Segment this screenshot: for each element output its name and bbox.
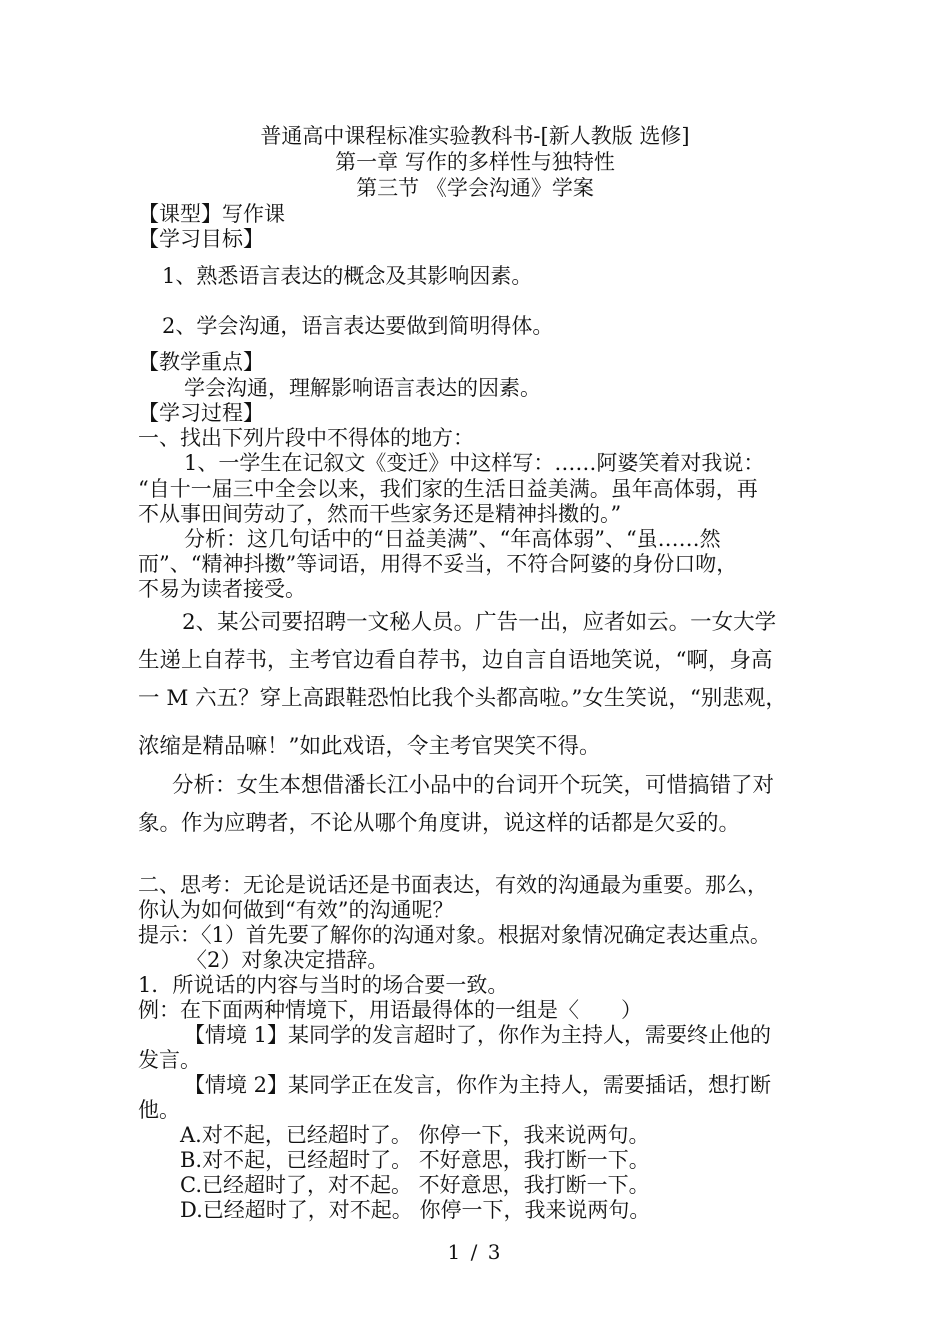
paragraph-line: 2、某公司要招聘一文秘人员。广告一出，应者如云。一女大学: [182, 610, 777, 635]
paragraph-line: “自十一届三中全会以来，我们家的生活日益美满。虽年高体弱，再: [138, 477, 758, 501]
option-d: D.已经超时了，对不起。 你停一下，我来说两句。: [180, 1198, 651, 1222]
analysis-line: 分析：女生本想借潘长江小品中的台词开个玩笑，可惜搞错了对: [172, 773, 775, 798]
key-points-text: 学会沟通，理解影响语言表达的因素。: [184, 376, 541, 400]
scenario-line: 他。: [138, 1098, 180, 1122]
scenario-line: 发言。: [138, 1048, 201, 1072]
option-c: C.已经超时了，对不起。 不好意思，我打断一下。: [180, 1173, 650, 1197]
analysis-line: 象。作为应聘者，不论从哪个角度讲，说这样的话都是欠妥的。: [138, 811, 741, 836]
process-heading: 【学习过程】: [138, 401, 264, 425]
option-a: A.对不起，已经超时了。 你停一下，我来说两句。: [180, 1123, 650, 1147]
scenario-line: 【情境 2】某同学正在发言，你作为主持人，需要插话，想打断: [184, 1073, 772, 1097]
page-number: 1 / 3: [447, 1240, 503, 1264]
key-points-heading: 【教学重点】: [138, 350, 264, 374]
section-one-heading: 一、找出下列片段中不得体的地方：: [138, 426, 474, 450]
hint-line: 提示：〈1）首先要了解你的沟通对象。根据对象情况确定表达重点。: [138, 923, 771, 947]
paragraph-line: 一 M 六五？穿上高跟鞋恐怕比我个头都高啦。”女生笑说，“别悲观，: [138, 686, 787, 711]
rule-line: 1．所说话的内容与当时的场合要一致。: [138, 973, 509, 997]
objective-item: 1、熟悉语言表达的概念及其影响因素。: [162, 264, 533, 288]
objective-item: 2、学会沟通，语言表达要做到简明得体。: [162, 314, 554, 338]
lesson-type: 【课型】写作课: [138, 202, 285, 226]
paragraph-line: 不从事田间劳动了，然而干些家务还是精神抖擞的。”: [138, 502, 622, 526]
paragraph-line: 浓缩是精品嘛！”如此戏语，令主考官哭笑不得。: [138, 734, 601, 759]
chapter-heading: 第一章 写作的多样性与独特性: [335, 150, 615, 174]
analysis-line: 分析：这几句话中的“日益美满”、“年高体弱”、“虽……然: [184, 527, 721, 551]
paragraph-line: 你认为如何做到“有效”的沟通呢？: [138, 898, 454, 922]
scenario-line: 【情境 1】某同学的发言超时了，你作为主持人，需要终止他的: [184, 1023, 772, 1047]
example-line: 例：在下面两种情境下，用语最得体的一组是〈 ）: [138, 998, 642, 1022]
hint-line: 〈2）对象决定措辞。: [186, 948, 389, 972]
section-two-heading: 二、思考：无论是说话还是书面表达，有效的沟通最为重要。那么，: [138, 873, 768, 897]
section-heading: 第三节 《学会沟通》学案: [356, 176, 594, 200]
analysis-line: 不易为读者接受。: [138, 577, 306, 601]
option-b: B.对不起，已经超时了。 不好意思，我打断一下。: [180, 1148, 650, 1172]
document-title: 普通高中课程标准实验教科书-[新人教版 选修]: [260, 124, 690, 148]
paragraph-line: 1、一学生在记叙文《变迁》中这样写：……阿婆笑着对我说：: [184, 451, 765, 475]
analysis-line: 而”、“精神抖擞”等词语，用得不妥当，不符合阿婆的身份口吻，: [138, 552, 738, 576]
paragraph-line: 生递上自荐书，主考官边看自荐书，边自言自语地笑说，“啊，身高: [138, 648, 773, 673]
objectives-heading: 【学习目标】: [138, 227, 264, 251]
